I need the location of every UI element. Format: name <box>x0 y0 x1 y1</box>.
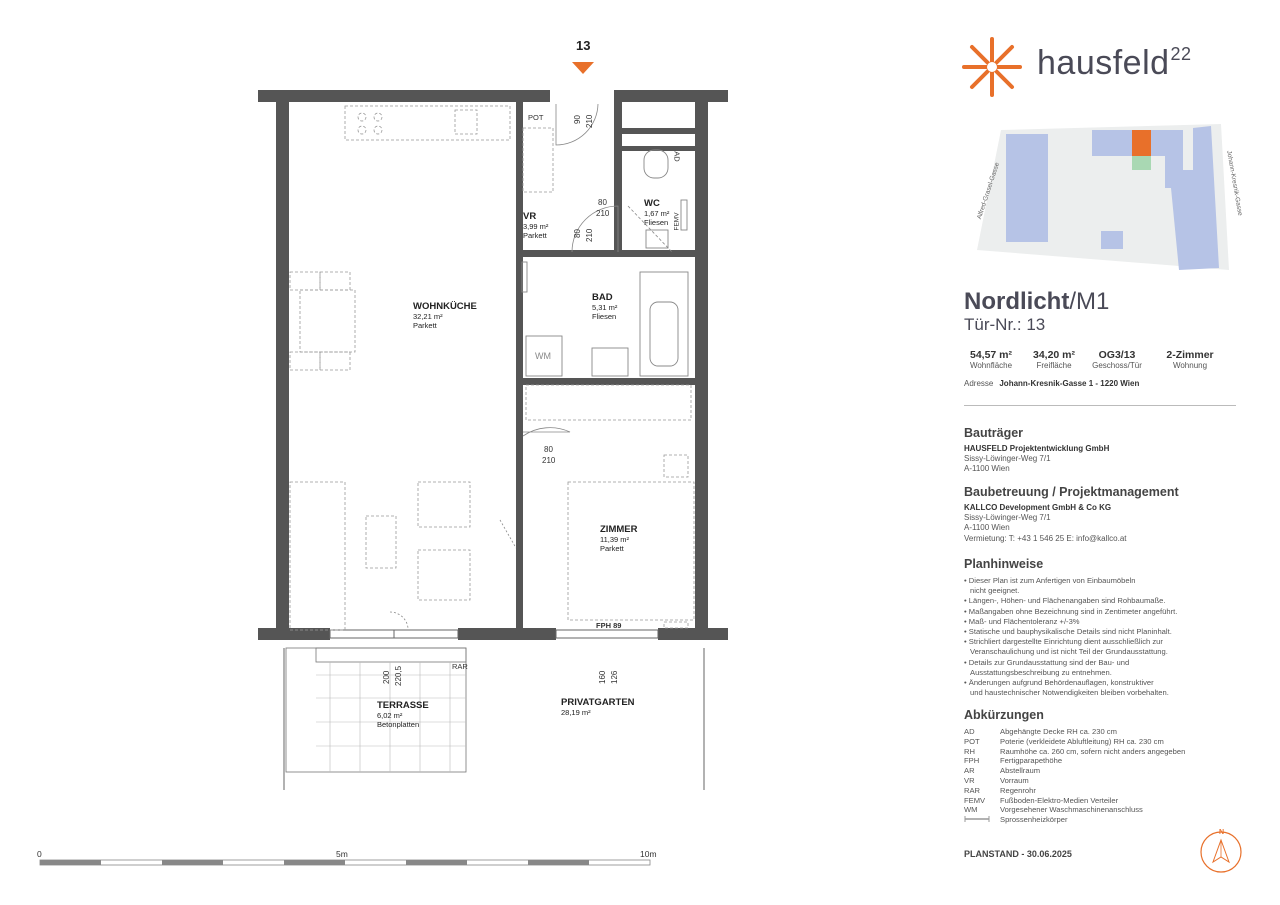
label-wm: WM <box>535 351 551 361</box>
dim-vr-height: 210 <box>585 228 594 242</box>
planhinweise-list: • Dieser Plan ist zum Anfertigen von Einbaumöbeln nicht geeignet. • Längen-, Höhen- und Flächenangaben sind Rohbaumaße. • Maßangaben ohne Bezeichnung sind in Zentimeter angeführt. • Maß- und Flächentoleranz +/-3% • Statische und bauphysikalische Details sind nicht Planinhalt. • Strichliert dargestellte Einrichtung dient ausschließlich zur Veranschaulichung und ist nicht Teil der Grundausstattung. • Details zur Grundausstattung sind der Bau- und Ausstattungsbeschreibung zu entnehmen. • Änderungen aufgrund Behördenauflagen, konstruktiver und haustechnischer Notwendigkeiten bleiben vorbehalten. <box>964 576 1178 698</box>
dim-vr-width: 80 <box>573 229 582 238</box>
room-wc: WC 1,67 m² Fliesen <box>644 198 670 227</box>
room-privatgarten: PRIVATGARTEN 28,19 m² <box>561 697 635 717</box>
label-fph: FPH 89 <box>596 621 622 630</box>
stat-geschoss: OG3/13 Geschoss/Tür <box>1092 349 1142 370</box>
stat-freiflaeche: 34,20 m² Freifläche <box>1032 349 1076 370</box>
dim-wc-width: 80 <box>598 198 607 207</box>
brand-name: hausfeld$^{22}$ <box>1037 44 1192 82</box>
abkuerzungen-list: AD Abgehängte Decke RH ca. 230 cm POT Poterie (verkleidete Abluftleitung) RH ca. 230 cm RH Raumhöhe ca. 260 cm, sofern nicht anders angegeben FPH Fertigparapethöhe AR Abstellraum VR Vorraum RAR Regenrohr FEMV Fußboden-Elektro-Medien Verteiler WM Vorgesehener Waschmaschinenanschluss Sprossenheizkörper <box>964 727 1186 825</box>
compass-north-label: N <box>1219 829 1225 836</box>
label-femv: FEMV <box>673 212 681 231</box>
room-wohnkueche: WOHNKÜCHE 32,21 m² Parkett <box>413 301 477 330</box>
street-left: Alfred-Grasel-Gasse <box>976 161 1001 221</box>
scale-bar <box>40 860 650 865</box>
door-number-marker: 13 <box>576 38 591 53</box>
stat-zimmer: 2-Zimmer Wohnung <box>1166 349 1214 370</box>
baubetreuung-info: KALLCO Development GmbH & Co KG Sissy-Löwinger-Weg 7/1 A-1100 Wien Vermietung: T: +43 1 546 25 E: info@kallco.at <box>964 503 1127 543</box>
baubetreuung-heading: Baubetreuung / Projektmanagement <box>964 485 1179 499</box>
dim-zimmer-width: 80 <box>544 445 553 454</box>
compass-icon <box>1199 830 1243 874</box>
address: Adresse Johann-Kresnik-Gasse 1 - 1220 Wien <box>964 379 1140 388</box>
dim-entry-height: 210 <box>585 114 594 128</box>
planhinweise-heading: Planhinweise <box>964 557 1044 571</box>
divider <box>964 405 1236 406</box>
dim-terrace-b: 220,5 <box>394 665 403 686</box>
planstand: PLANSTAND - 30.06.2025 <box>964 849 1072 859</box>
abkuerzungen-heading: Abkürzungen <box>964 708 1044 722</box>
label-pot: POT <box>528 113 544 122</box>
dim-entry-width: 90 <box>573 115 582 124</box>
entry-arrow-icon <box>572 62 594 74</box>
walls <box>258 90 728 640</box>
stat-wohnflaeche: 54,57 m² Wohnfläche <box>969 349 1013 370</box>
bautraeger-info: HAUSFELD Projektentwicklung GmbH Sissy-Löwinger-Weg 7/1 A-1100 Wien <box>964 444 1110 474</box>
street-right: Johann-Kresnik-Gasse <box>1225 150 1244 217</box>
scale-end: 10m <box>640 849 657 859</box>
room-bad: BAD 5,31 m² Fliesen <box>592 292 618 321</box>
dim-wc-height: 210 <box>596 209 610 218</box>
dim-window-a: 160 <box>598 670 607 684</box>
room-zimmer: ZIMMER 11,39 m² Parkett <box>600 524 638 553</box>
dim-zimmer-height: 210 <box>542 456 556 465</box>
scale-zero: 0 <box>37 849 42 859</box>
label-rar: RAR <box>452 662 468 671</box>
apartment-title: Nordlicht/M1 <box>964 288 1110 315</box>
bautraeger-heading: Bauträger <box>964 426 1024 440</box>
sun-logo-icon <box>962 36 1022 98</box>
scale-mid: 5m <box>336 849 348 859</box>
door-number: Tür-Nr.: 13 <box>964 315 1046 334</box>
room-vr: VR 3,99 m² Parkett <box>523 211 549 240</box>
dim-window-b: 126 <box>610 670 619 684</box>
dim-terrace-a: 200 <box>382 670 391 684</box>
radiator-icon <box>964 815 990 823</box>
label-ad: AD <box>672 151 682 162</box>
site-map <box>975 122 1231 272</box>
room-terrasse: TERRASSE 6,02 m² Betonplatten <box>377 700 429 729</box>
